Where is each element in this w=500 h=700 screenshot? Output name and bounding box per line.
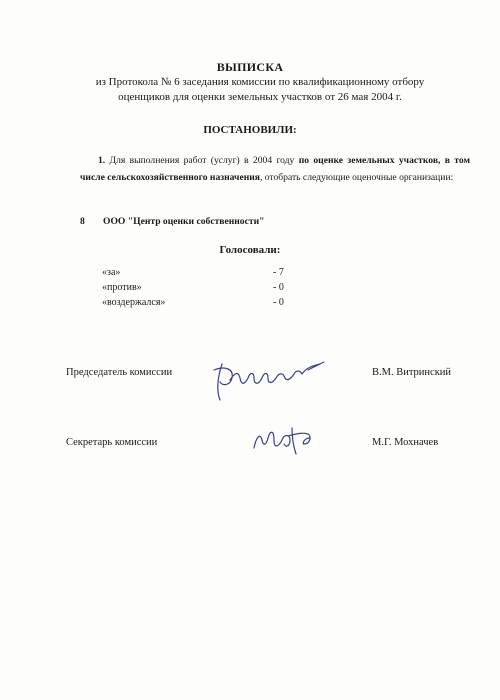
organization-number: 8 <box>80 216 85 227</box>
resolution-paragraph <box>80 152 470 186</box>
vote-value-abstained: - 0 <box>273 297 284 308</box>
chairman-handwritten-signature <box>208 356 328 406</box>
secretary-role: Секретарь комиссии <box>66 437 158 448</box>
document-title: ВЫПИСКА <box>216 60 284 74</box>
voting-heading: Голосовали: <box>219 244 281 256</box>
subtitle-line-1: из Протокола № 6 заседания комиссии по квалификационному отбору <box>95 76 425 88</box>
chairman-name: В.М. Витринский <box>372 367 452 378</box>
document-subtitle <box>60 75 460 105</box>
vote-value-for: - 7 <box>273 267 284 278</box>
vote-label-against: «против» <box>102 282 142 293</box>
paragraph-number: 1. <box>98 155 106 166</box>
secretary-handwritten-signature <box>248 418 318 458</box>
organization-name: ООО "Центр оценки собственности" <box>103 216 265 227</box>
vote-label-abstained: «воздержался» <box>102 297 166 308</box>
paragraph-text-bold: по оценке земельных участков, в том числе сельскохозяйственного назначения <box>80 155 470 183</box>
vote-value-against: - 0 <box>273 282 284 293</box>
chairman-role: Председатель комиссии <box>66 367 173 378</box>
paragraph-text-c: , отобрать следующие оценочные организации: <box>259 172 454 183</box>
paragraph-text-a: Для выполнения работ (услуг) в 2004 году <box>105 155 299 166</box>
secretary-name: М.Г. Мохначев <box>372 437 439 448</box>
subtitle-line-2: оценщиков для оценки земельных участков от 26 мая 2004 г. <box>118 91 402 103</box>
vote-label-for: «за» <box>102 267 121 278</box>
organization-entry <box>80 216 264 227</box>
resolved-heading: ПОСТАНОВИЛИ: <box>203 124 297 136</box>
